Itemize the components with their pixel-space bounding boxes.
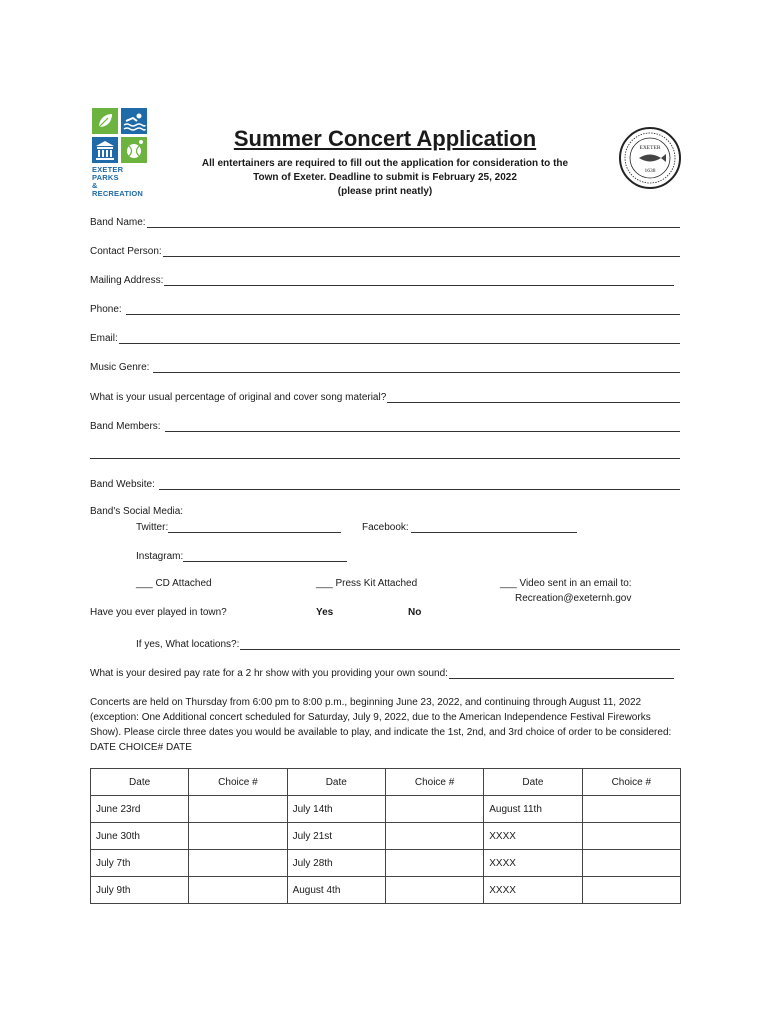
date-cell: July 28th [287,850,385,877]
date-cell: July 9th [91,877,189,904]
date-cell: July 14th [287,796,385,823]
locations-label: If yes, What locations?: [136,639,240,650]
social-media-label: Band's Social Media: [90,506,184,517]
header-choice-3: Choice # [582,769,680,796]
paragraph-line-2: (exception: One Additional concert scheduled for Saturday, July 9, 2022, due to the American Independence Festival Fireworks [90,712,651,723]
date-cell: June 30th [91,823,189,850]
band-website-field[interactable] [90,476,680,490]
seal-year: 1638 [644,168,656,174]
date-cell: XXXX [484,850,582,877]
band-website-label: Band Website: [90,479,155,490]
phone-label: Phone: [90,304,122,315]
facebook-label: Facebook: [362,522,409,533]
instagram-field[interactable] [136,548,347,562]
choice-cell[interactable] [385,850,483,877]
email-field[interactable] [90,330,680,344]
date-cell: XXXX [484,877,582,904]
choice-cell[interactable] [385,823,483,850]
date-cell: July 7th [91,850,189,877]
table-row [91,823,681,850]
cd-attached-option[interactable]: ___ CD Attached [136,578,212,589]
band-name-field[interactable] [90,214,680,228]
choice-cell[interactable] [582,850,680,877]
header-line-2: Town of Exeter. Deadline to submit is February 25, 2022 [253,172,517,183]
choice-cell[interactable] [189,850,287,877]
contact-person-field[interactable] [90,243,680,257]
video-option[interactable]: ___ Video sent in an email to: [500,578,632,589]
schedule-table [90,768,681,904]
choice-cell[interactable] [189,796,287,823]
seal-top-text: EXETER [639,145,661,151]
twitter-label: Twitter: [136,522,169,533]
choice-cell[interactable] [582,877,680,904]
facebook-field[interactable] [362,519,577,533]
recreation-email: Recreation@exeternh.gov [515,593,632,604]
yes-option[interactable]: Yes [316,607,334,618]
date-cell: August 11th [484,796,582,823]
band-members-field[interactable] [90,418,680,432]
logo-line-1: EXETER PARKS [92,165,124,182]
header-date-2: Date [287,769,385,796]
band-members-label: Band Members: [90,421,161,432]
logo-line-2: & RECREATION [92,181,144,198]
choice-cell[interactable] [582,796,680,823]
header-date-1: Date [91,769,189,796]
pay-rate-field[interactable] [90,665,674,679]
table-row [91,796,681,823]
choice-cell[interactable] [582,823,680,850]
paragraph-line-1: Concerts are held on Thursday from 6:00 pm to 8:00 p.m., beginning June 23, 2022, and continuing through August 11, 2022 [90,697,642,708]
concert-info-paragraph [90,695,690,755]
choice-cell[interactable] [189,823,287,850]
instagram-label: Instagram: [136,551,184,562]
no-option[interactable]: No [408,607,422,618]
schedule-header-row [91,769,681,796]
header-choice-1: Choice # [189,769,287,796]
email-label: Email: [90,333,118,344]
phone-field[interactable] [90,301,680,315]
pay-rate-label: What is your desired pay rate for a 2 hr show with you providing your own sound: [90,668,448,679]
date-cell: July 21st [287,823,385,850]
band-name-label: Band Name: [90,217,146,228]
header-line-3: (please print neatly) [337,186,433,197]
percentage-field[interactable] [90,389,680,403]
mailing-address-field[interactable] [90,272,674,286]
header-line-1: All entertainers are required to fill out the application for consideration to the [201,158,569,169]
locations-field[interactable] [136,636,680,650]
contact-person-label: Contact Person: [90,246,162,257]
music-genre-label: Music Genre: [90,362,150,373]
date-cell: August 4th [287,877,385,904]
played-question: Have you ever played in town? [90,607,227,618]
choice-cell[interactable] [189,877,287,904]
press-kit-option[interactable]: ___ Press Kit Attached [316,578,418,589]
table-row [91,877,681,904]
percentage-label: What is your usual percentage of original and cover song material? [90,392,387,403]
twitter-field[interactable] [136,519,341,533]
choice-cell[interactable] [385,796,483,823]
paragraph-line-4: DATE CHOICE# DATE [90,742,192,753]
header-choice-2: Choice # [385,769,483,796]
band-members-extra-line[interactable] [90,458,680,459]
page-title: Summer Concert Application [233,126,537,151]
date-cell: June 23rd [91,796,189,823]
music-genre-field[interactable] [90,359,680,373]
table-row [91,850,681,877]
mailing-address-label: Mailing Address: [90,275,164,286]
choice-cell[interactable] [385,877,483,904]
paragraph-line-3: Show). Please circle three dates you would be available to play, and indicate the 1st, 2nd, and 3rd choice of order to be considered: [90,727,672,738]
date-cell: XXXX [484,823,582,850]
header-date-3: Date [484,769,582,796]
